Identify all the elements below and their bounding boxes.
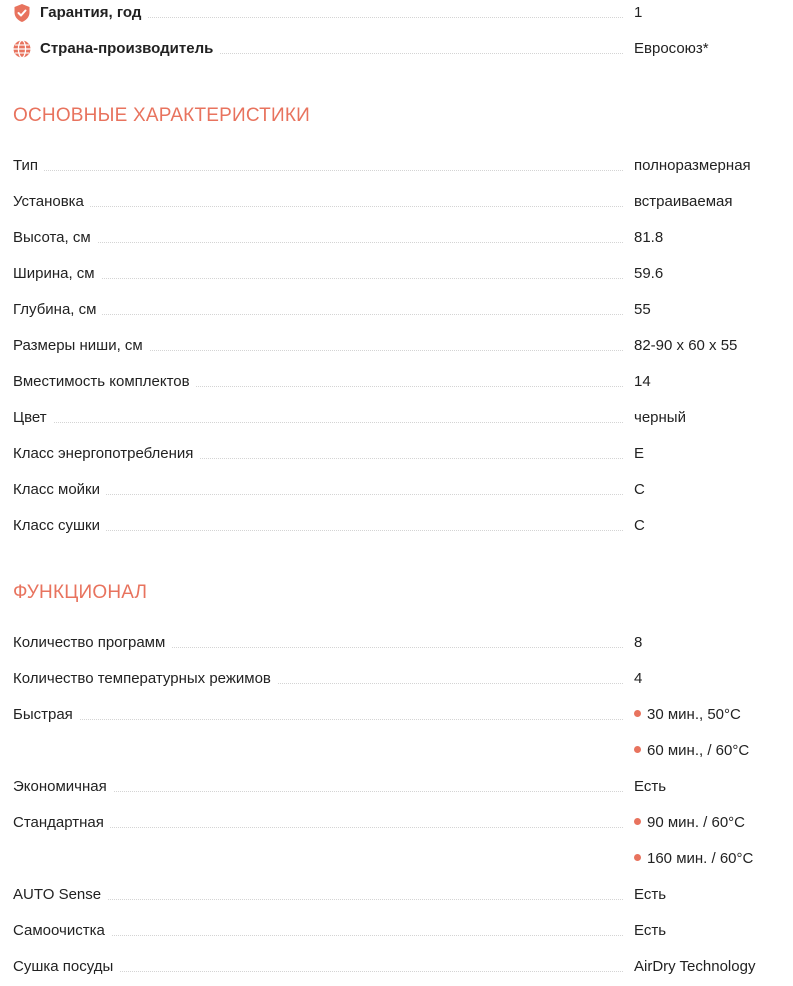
spec-label: Ширина, см (13, 263, 101, 285)
section-title-main-specs: ОСНОВНЫЕ ХАРАКТЕРИСТИКИ (13, 105, 310, 126)
spec-value: Евросоюз* (634, 40, 709, 57)
spec-label: Высота, см (13, 227, 97, 249)
spec-label: AUTO Sense (13, 884, 107, 906)
spec-label: Сушка посуды (13, 956, 119, 978)
spec-value: AirDry Technology (634, 958, 756, 975)
spec-row (13, 920, 783, 942)
spec-row-continuation (13, 740, 783, 762)
spec-row (13, 299, 783, 321)
spec-row (13, 191, 783, 213)
dotted-leader (13, 206, 623, 207)
spec-value: Есть (634, 922, 667, 939)
spec-value: 81.8 (634, 229, 664, 246)
spec-label: Быстрая (13, 704, 79, 726)
shield-check-icon (13, 3, 31, 23)
spec-row (13, 668, 783, 690)
spec-value-bullet: 90 мин. / 60°C (634, 812, 745, 834)
spec-value-bullet: 160 мин. / 60°C (634, 848, 753, 870)
spec-row (13, 371, 783, 393)
bullet-dot (634, 818, 641, 825)
spec-label: Количество программ (13, 632, 171, 654)
spec-row (13, 776, 783, 798)
spec-label: Размеры ниши, см (13, 335, 149, 357)
spec-value: встраиваемая (634, 193, 733, 210)
spec-label: Самоочистка (13, 920, 111, 942)
spec-label: Класс энергопотребления (13, 443, 199, 465)
spec-label: Установка (13, 191, 90, 213)
spec-row (13, 155, 783, 177)
spec-value: E (634, 445, 645, 462)
spec-row-continuation (13, 848, 783, 870)
globe-icon (13, 39, 31, 59)
spec-label: Гарантия, год (13, 2, 147, 24)
dotted-leader (13, 242, 623, 243)
spec-value: Есть (634, 886, 667, 903)
spec-value-bullet: 30 мин., 50°C (634, 704, 741, 726)
spec-row (13, 407, 783, 429)
spec-row-program-quick (13, 704, 783, 726)
dotted-leader (13, 719, 623, 720)
spec-value: 8 (634, 634, 643, 651)
spec-row (13, 263, 783, 285)
spec-label: Экономичная (13, 776, 113, 798)
spec-row-country (13, 38, 783, 60)
spec-label: Цвет (13, 407, 53, 429)
spec-row-program-standard (13, 812, 783, 834)
spec-value: 1 (634, 4, 643, 21)
spec-row (13, 884, 783, 906)
spec-row (13, 515, 783, 537)
spec-value: 14 (634, 373, 651, 390)
spec-row (13, 443, 783, 465)
bullet-dot (634, 854, 641, 861)
spec-label: Тип (13, 155, 44, 177)
spec-value: черный (634, 409, 686, 426)
spec-value-bullet: 60 мин., / 60°C (634, 740, 749, 762)
spec-row (13, 227, 783, 249)
spec-value: Есть (634, 778, 667, 795)
spec-value: C (634, 517, 645, 534)
dotted-leader (13, 170, 623, 171)
spec-row (13, 956, 783, 978)
section-title-functionality: ФУНКЦИОНАЛ (13, 582, 148, 603)
spec-row (13, 632, 783, 654)
spec-value: C (634, 481, 645, 498)
dotted-leader (13, 278, 623, 279)
dotted-leader (13, 422, 623, 423)
spec-value: полноразмерная (634, 157, 751, 174)
bullet-dot (634, 710, 641, 717)
spec-value: 55 (634, 301, 651, 318)
spec-label: Количество температурных режимов (13, 668, 277, 690)
spec-label: Глубина, см (13, 299, 102, 321)
spec-value: 59.6 (634, 265, 664, 282)
spec-row (13, 335, 783, 357)
dotted-leader (13, 314, 623, 315)
spec-row-warranty (13, 2, 783, 24)
spec-label: Стандартная (13, 812, 110, 834)
bullet-dot (634, 746, 641, 753)
spec-value: 82-90 x 60 x 55 (634, 337, 738, 354)
spec-value: 4 (634, 670, 643, 687)
spec-label: Класс сушки (13, 515, 106, 537)
spec-label: Страна-производитель (13, 38, 219, 60)
spec-label: Класс мойки (13, 479, 106, 501)
spec-label: Вместимость комплектов (13, 371, 196, 393)
spec-row (13, 479, 783, 501)
